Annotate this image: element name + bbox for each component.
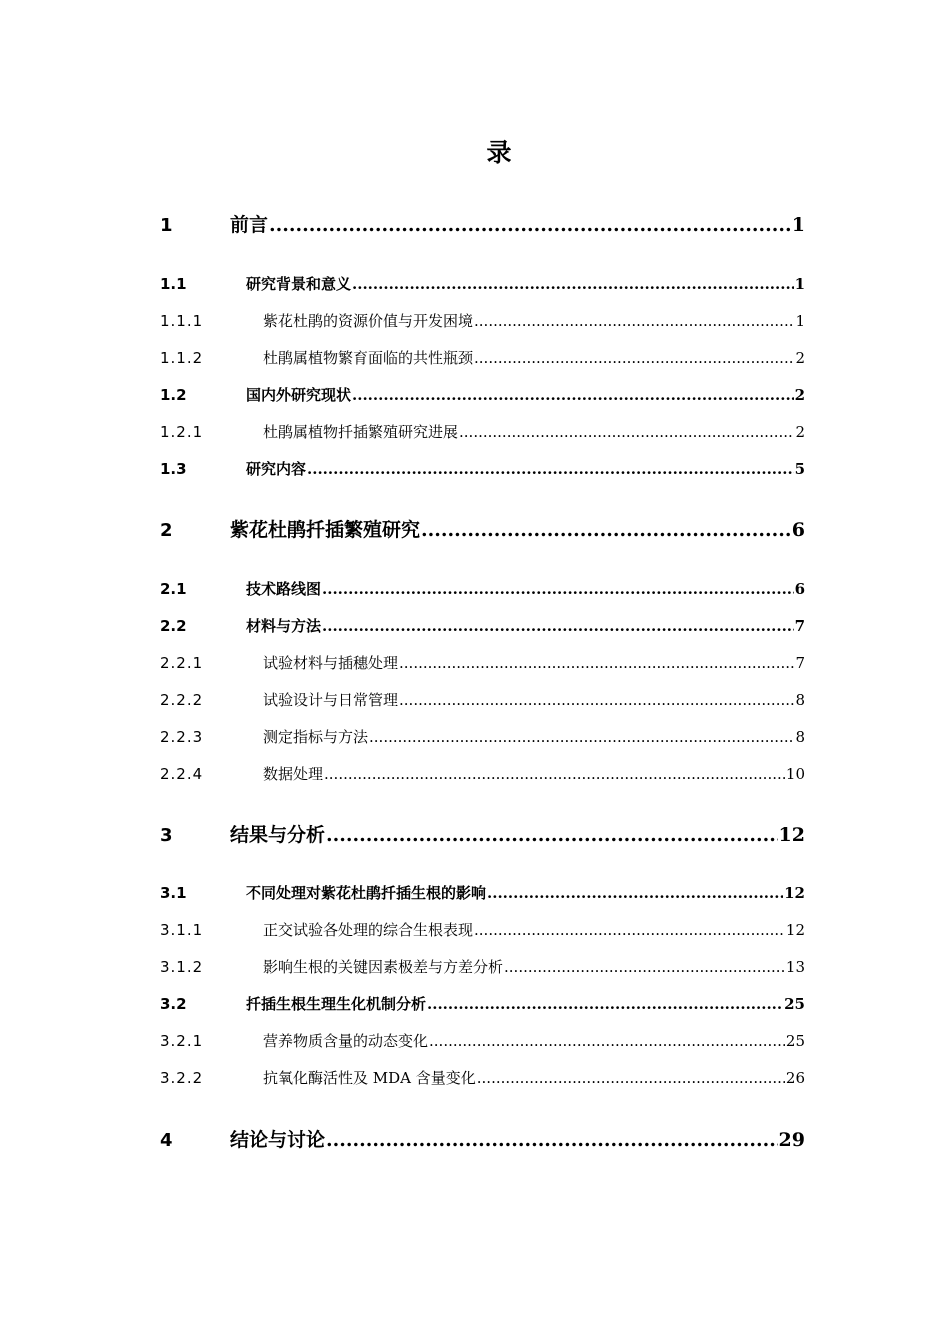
toc-entry-subsection[interactable] bbox=[160, 421, 805, 442]
toc-entry-page-number: 10 bbox=[785, 765, 805, 783]
toc-entry-title: 抗氧化酶活性及 MDA 含量变化 bbox=[263, 1069, 476, 1087]
toc-title: 录 bbox=[486, 138, 514, 167]
dot-leader bbox=[399, 691, 794, 709]
toc-entry-page-number: 1 bbox=[795, 312, 805, 330]
toc-entry-page-number: 25 bbox=[784, 995, 805, 1013]
dot-leader bbox=[307, 460, 794, 478]
dot-leader bbox=[269, 214, 791, 236]
dot-leader bbox=[369, 728, 794, 746]
dot-leader bbox=[326, 824, 778, 846]
toc-entry-number: 2.2 bbox=[160, 617, 187, 635]
toc-entry-title: 研究背景和意义 bbox=[246, 275, 352, 293]
toc-entry-chapter[interactable] bbox=[160, 1125, 805, 1152]
dot-leader bbox=[322, 617, 794, 635]
toc-entry-title: 杜鹃属植物繁育面临的共性瓶颈 bbox=[263, 349, 474, 367]
toc-entry-subsection[interactable] bbox=[160, 310, 805, 331]
dot-leader bbox=[504, 958, 785, 976]
toc-entry-page-number: 12 bbox=[778, 824, 805, 846]
toc-entry-chapter[interactable] bbox=[160, 515, 805, 542]
toc-entry-chapter[interactable] bbox=[160, 820, 805, 847]
toc-entry-subsection[interactable] bbox=[160, 763, 805, 784]
toc-entry-section[interactable] bbox=[160, 578, 805, 599]
toc-entry-number: 1.1.1 bbox=[160, 312, 204, 330]
toc-entry-page-number: 7 bbox=[794, 617, 805, 635]
toc-entry-number: 3.2.1 bbox=[160, 1032, 204, 1050]
toc-entry-subsection[interactable] bbox=[160, 347, 805, 368]
dot-leader bbox=[459, 423, 794, 441]
toc-entry-section[interactable] bbox=[160, 615, 805, 636]
toc-entry-page-number: 25 bbox=[785, 1032, 805, 1050]
dot-leader bbox=[421, 519, 791, 541]
toc-entry-page-number: 6 bbox=[791, 519, 805, 541]
toc-entry-number: 3.1.2 bbox=[160, 958, 204, 976]
toc-entry-number: 2 bbox=[160, 520, 173, 541]
dot-leader bbox=[429, 1032, 785, 1050]
toc-entry-page-number: 12 bbox=[784, 884, 805, 902]
toc-entry-title: 紫花杜鹃的资源价值与开发困境 bbox=[263, 312, 474, 330]
toc-entry-title: 国内外研究现状 bbox=[246, 386, 352, 404]
dot-leader bbox=[326, 1129, 778, 1151]
toc-entry-subsection[interactable] bbox=[160, 726, 805, 747]
toc-entry-number: 1.2.1 bbox=[160, 423, 204, 441]
toc-entry-number: 2.2.3 bbox=[160, 728, 204, 746]
toc-entry-section[interactable] bbox=[160, 882, 805, 903]
toc-entry-title: 营养物质含量的动态变化 bbox=[263, 1032, 429, 1050]
toc-entry-number: 3.2 bbox=[160, 995, 187, 1013]
toc-entry-title: 材料与方法 bbox=[246, 617, 322, 635]
toc-entry-page-number: 29 bbox=[778, 1129, 805, 1151]
dot-leader bbox=[399, 654, 794, 672]
toc-entry-subsection[interactable] bbox=[160, 919, 805, 940]
toc-entry-section[interactable] bbox=[160, 993, 805, 1014]
toc-entry-page-number: 1 bbox=[794, 275, 805, 293]
toc-entry-number: 1.1 bbox=[160, 275, 187, 293]
toc-entry-subsection[interactable] bbox=[160, 689, 805, 710]
toc-entry-title: 数据处理 bbox=[263, 765, 324, 783]
dot-leader bbox=[474, 312, 794, 330]
toc-entry-title: 研究内容 bbox=[246, 460, 307, 478]
toc-entry-page-number: 26 bbox=[785, 1069, 805, 1087]
toc-entry-page-number: 8 bbox=[795, 728, 805, 746]
toc-entry-page-number: 2 bbox=[795, 349, 805, 367]
toc-entry-page-number: 13 bbox=[785, 958, 805, 976]
toc-entry-title: 结果与分析 bbox=[230, 824, 326, 846]
toc-entry-subsection[interactable] bbox=[160, 652, 805, 673]
toc-entry-number: 3.2.2 bbox=[160, 1069, 204, 1087]
toc-entry-number: 1.1.2 bbox=[160, 349, 204, 367]
dot-leader bbox=[352, 275, 794, 293]
toc-entry-page-number: 12 bbox=[785, 921, 805, 939]
toc-entry-chapter[interactable] bbox=[160, 210, 805, 237]
toc-entry-section[interactable] bbox=[160, 273, 805, 294]
toc-entry-title: 试验设计与日常管理 bbox=[263, 691, 399, 709]
toc-entry-subsection[interactable] bbox=[160, 956, 805, 977]
dot-leader bbox=[474, 349, 794, 367]
toc-entry-title: 扦插生根生理生化机制分析 bbox=[246, 995, 427, 1013]
toc-entry-number: 2.2.1 bbox=[160, 654, 204, 672]
toc-entry-page-number: 2 bbox=[794, 386, 805, 404]
toc-entry-section[interactable] bbox=[160, 384, 805, 405]
toc-entry-page-number: 7 bbox=[795, 654, 805, 672]
toc-entry-title: 技术路线图 bbox=[246, 580, 322, 598]
dot-leader bbox=[324, 765, 785, 783]
toc-entry-number: 3.1 bbox=[160, 884, 187, 902]
toc-entry-title: 前言 bbox=[230, 214, 269, 236]
toc-entry-number: 2.2.2 bbox=[160, 691, 204, 709]
toc-entry-section[interactable] bbox=[160, 458, 805, 479]
dot-leader bbox=[477, 1069, 785, 1087]
dot-leader bbox=[487, 884, 783, 902]
dot-leader bbox=[474, 921, 785, 939]
dot-leader bbox=[352, 386, 794, 404]
toc-entry-number: 4 bbox=[160, 1130, 173, 1151]
toc-entry-number: 1.3 bbox=[160, 460, 187, 478]
toc-entry-number: 1 bbox=[160, 215, 173, 236]
toc-entry-title: 不同处理对紫花杜鹃扦插生根的影响 bbox=[246, 884, 487, 902]
toc-entry-page-number: 5 bbox=[794, 460, 805, 478]
dot-leader bbox=[427, 995, 783, 1013]
toc-entry-number: 1.2 bbox=[160, 386, 187, 404]
toc-entry-title: 杜鹃属植物扦插繁殖研究进展 bbox=[263, 423, 459, 441]
toc-entry-title: 紫花杜鹃扦插繁殖研究 bbox=[230, 519, 421, 541]
toc-entry-page-number: 8 bbox=[795, 691, 805, 709]
toc-entry-subsection[interactable] bbox=[160, 1030, 805, 1051]
toc-entry-subsection[interactable] bbox=[160, 1067, 805, 1088]
dot-leader bbox=[322, 580, 794, 598]
toc-entry-title: 结论与讨论 bbox=[230, 1129, 326, 1151]
toc-entry-title: 影响生根的关键因素极差与方差分析 bbox=[263, 958, 504, 976]
toc-entry-number: 3 bbox=[160, 825, 173, 846]
toc-entry-page-number: 6 bbox=[794, 580, 805, 598]
toc-entry-number: 3.1.1 bbox=[160, 921, 204, 939]
toc-entry-number: 2.2.4 bbox=[160, 765, 204, 783]
toc-entry-page-number: 2 bbox=[795, 423, 805, 441]
toc-entry-title: 测定指标与方法 bbox=[263, 728, 369, 746]
toc-entry-number: 2.1 bbox=[160, 580, 187, 598]
toc-entry-title: 正交试验各处理的综合生根表现 bbox=[263, 921, 474, 939]
toc-entry-title: 试验材料与插穗处理 bbox=[263, 654, 399, 672]
toc-entry-page-number: 1 bbox=[791, 214, 805, 236]
